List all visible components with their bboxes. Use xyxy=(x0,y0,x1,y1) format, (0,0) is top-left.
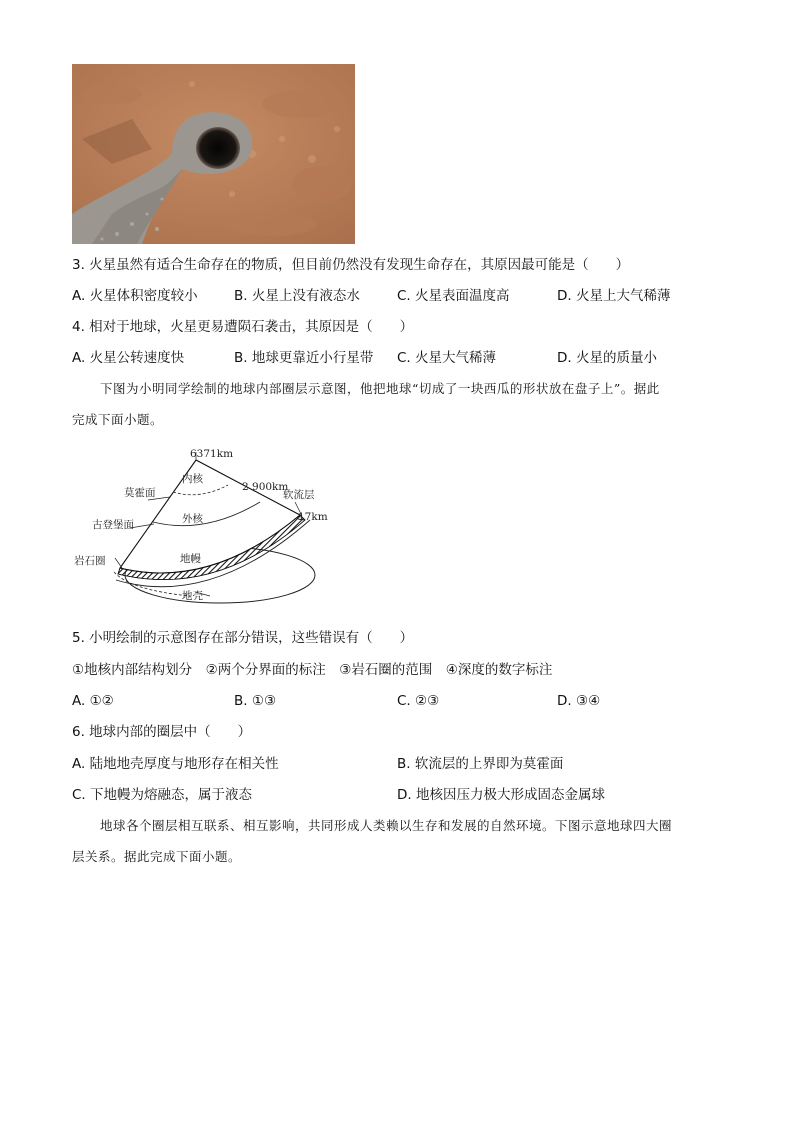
question-5-items: ①地核内部结构划分 ②两个分界面的标注 ③岩石圈的范围 ④深度的数字标注 xyxy=(72,662,553,678)
q5-option-d: D. ③④ xyxy=(557,693,601,709)
q6-option-b: B. 软流层的上界即为莫霍面 xyxy=(397,756,564,772)
label-outer-core: 外核 xyxy=(182,513,203,525)
q3-option-d: D. 火星上大气稀薄 xyxy=(557,288,671,304)
label-crust: 地壳 xyxy=(182,590,203,602)
q4-option-b: B. 地球更靠近小行星带 xyxy=(234,350,374,366)
label-mantle: 地幔 xyxy=(180,553,201,565)
q3-option-a: A. 火星体积密度较小 xyxy=(72,288,198,304)
label-moho: 莫霍面 xyxy=(124,487,156,499)
q5-option-a: A. ①② xyxy=(72,693,114,709)
label-gutenberg: 古登堡面 xyxy=(92,519,134,531)
q3-option-b: B. 火星上没有液态水 xyxy=(234,288,360,304)
question-6-stem: 6. 地球内部的圈层中（ ） xyxy=(72,724,252,740)
label-lithosphere: 岩石圈 xyxy=(74,555,106,567)
intro-paragraph-2-line-2: 层关系。据此完成下面小题。 xyxy=(72,849,242,864)
question-3-stem: 3. 火星虽然有适合生命存在的物质，但目前仍然没有发现生命存在，其原因最可能是（ ） xyxy=(72,257,630,273)
question-4-stem: 4. 相对于地球，火星更易遭陨石袭击，其原因是（ ） xyxy=(72,319,414,335)
intro-paragraph-1-line-1: 下图为小明同学绘制的地球内部圈层示意图，他把地球“切成了一块西瓜的形状放在盘子上”。据此 xyxy=(100,381,660,396)
label-depth-17km: 17km xyxy=(298,511,328,523)
q4-option-c: C. 火星大气稀薄 xyxy=(397,350,497,366)
q5-option-b: B. ①③ xyxy=(234,693,277,709)
earth-interior-diagram xyxy=(70,440,328,610)
q3-option-c: C. 火星表面温度高 xyxy=(397,288,510,304)
label-depth-2900km: 2 900km xyxy=(242,481,289,493)
intro-paragraph-2-line-1: 地球各个圈层相互联系、相互影响，共同形成人类赖以生存和发展的自然环境。下图示意地球四大圈 xyxy=(100,818,673,833)
mars-drill-hole-photo xyxy=(72,64,355,244)
cone-outline xyxy=(120,460,300,573)
q6-option-a: A. 陆地地壳厚度与地形存在相关性 xyxy=(72,756,279,772)
label-inner-core: 内核 xyxy=(182,473,203,485)
q4-option-d: D. 火星的质量小 xyxy=(557,350,657,366)
q5-option-c: C. ②③ xyxy=(397,693,440,709)
intro-paragraph-1-line-2: 完成下面小题。 xyxy=(72,412,164,427)
q6-option-c: C. 下地幔为熔融态，属于液态 xyxy=(72,787,253,803)
label-radius-6371km: 6371km xyxy=(190,448,234,460)
question-5-stem: 5. 小明绘制的示意图存在部分错误，这些错误有（ ） xyxy=(72,630,414,646)
q6-option-d: D. 地核因压力极大形成固态金属球 xyxy=(397,787,605,803)
q4-option-a: A. 火星公转速度快 xyxy=(72,350,185,366)
label-asthenosphere: 软流层 xyxy=(283,489,315,501)
